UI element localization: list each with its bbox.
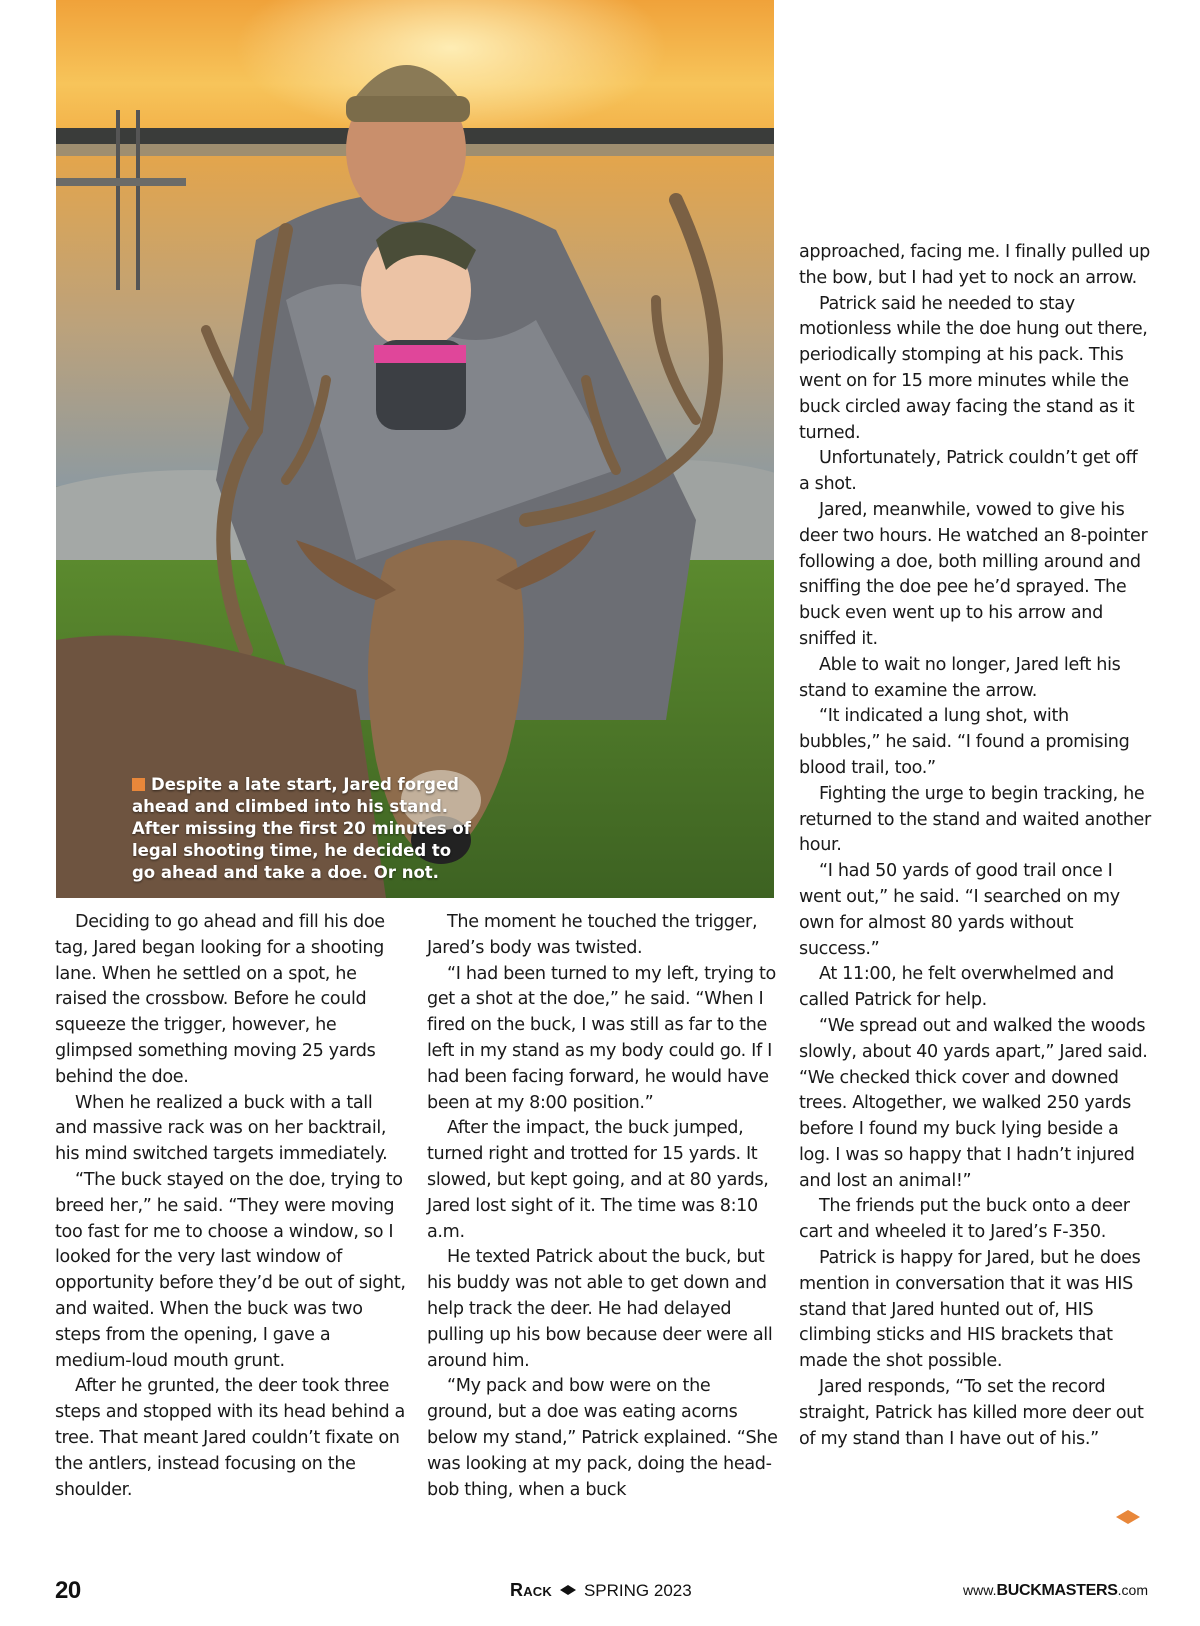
paragraph: Fighting the urge to begin tracking, he returned to the stand and waited another hour. (799, 783, 1151, 856)
article-column-1 (55, 910, 407, 1503)
paragraph: When he realized a buck with a tall and massive rack was on her backtrail, his mind switched targets immediately. (55, 1092, 388, 1165)
paragraph: After he grunted, the deer took three steps and stopped with its head behind a tree. That meant Jared couldn’t fixate on the antlers, instead focusing on the shoulder. (55, 1376, 405, 1500)
feature-photo (56, 0, 774, 898)
paragraph: He texted Patrick about the buck, but his buddy was not able to get down and help track the deer. He had delayed pulling up his bow because deer were all around him. (427, 1247, 773, 1371)
paragraph: At 11:00, he felt overwhelmed and called Patrick for help. (799, 964, 1114, 1011)
paragraph: Deciding to go ahead and fill his doe tag, Jared began looking for a shooting lane. When he settled on a spot, he raised the crossbow. Before he could squeeze the trigger, however, he glimpsed something moving 25 yards behind the doe. (55, 912, 385, 1087)
caption-bullet-icon (132, 778, 145, 791)
article-column-3 (799, 240, 1151, 1452)
paragraph: “The buck stayed on the doe, trying to breed her,” he said. “They were moving too fast for me to choose a window, so I looked for the very last window of opportunity before they’d be out of sight, and waited. When the buck was two steps from the opening, I gave a medium-loud mouth grunt. (55, 1169, 406, 1371)
paragraph-continued: approached, facing me. I finally pulled up the bow, but I had yet to nock an arrow. (799, 242, 1150, 288)
diamond-separator-icon (560, 1585, 576, 1595)
paragraph: “I had been turned to my left, trying to get a shot at the doe,” he said. “When I fired on the buck, I was still as far to the left in my stand as my body could go. If I had been facing forward, he would have been at my 8:00 position.” (427, 963, 776, 1113)
paragraph: After the impact, the buck jumped, turned right and trotted for 15 yards. It slowed, but kept going, and at 80 yards, Jared lost sight of it. The time was 8:10 a.m. (427, 1118, 769, 1242)
paragraph: Jared responds, “To set the record straight, Patrick has killed more deer out of my stand than I have out of his.” (799, 1377, 1144, 1449)
issue-date: SPRING 2023 (583, 1581, 692, 1600)
page-number: 20 (55, 1577, 81, 1604)
footer-issue (510, 1580, 692, 1601)
footer-website[interactable] (963, 1582, 1148, 1600)
site-brand: BUCKMASTERS (996, 1582, 1118, 1599)
paragraph: Able to wait no longer, Jared left his stand to examine the arrow. (799, 654, 1121, 701)
paragraph: “It indicated a lung shot, with bubbles,” he said. “I found a promising blood trail, too.” (799, 706, 1130, 778)
paragraph: Patrick is happy for Jared, but he does mention in conversation that it was HIS stand that Jared hunted out of, HIS climbing sticks and HIS brackets that made the shot possible. (799, 1248, 1141, 1372)
paragraph: Unfortunately, Patrick couldn’t get off a shot. (799, 448, 1138, 495)
site-prefix: www. (963, 1582, 997, 1598)
magazine-name: Rack (510, 1580, 552, 1600)
photo-caption-text: Despite a late start, Jared forged ahead and climbed into his stand. After missing the first 20 minutes of legal shooting time, he decided to go ahead and take a doe. Or not. (132, 775, 471, 882)
paragraph: Patrick said he needed to stay motionless while the doe hung out there, periodically stomping at his pack. This went on for 15 more minutes while the buck circled away facing the stand as it turned. (799, 293, 1148, 443)
paragraph: “My pack and bow were on the ground, but a doe was eating acorns below my stand,” Patrick explained. “She was looking at my pack, doing the head-bob thing, when a buck (427, 1376, 778, 1500)
paragraph: Jared, meanwhile, vowed to give his deer two hours. He watched an 8-pointer following a doe, both milling around and sniffing the doe pee he’d sprayed. The buck even went up to his arrow and sniffed it. (799, 499, 1148, 649)
paragraph: “We spread out and walked the woods slowly, about 40 yards apart,” Jared said. “We checked thick cover and downed trees. Altogether, we walked 250 yards before I found my buck lying beside a log. I was so happy that I hadn’t injured and lost an animal!” (799, 1015, 1148, 1191)
photo-illustration (56, 0, 774, 898)
photo-caption (132, 774, 472, 884)
end-mark-diamond-icon (1116, 1510, 1140, 1524)
paragraph: The friends put the buck onto a deer cart and wheeled it to Jared’s F-350. (799, 1196, 1130, 1243)
paragraph: The moment he touched the trigger, Jared’s body was twisted. (427, 912, 758, 958)
paragraph: “I had 50 yards of good trail once I went out,” he said. “I searched on my own for almost 80 yards without success.” (799, 861, 1120, 959)
site-suffix: .com (1117, 1582, 1148, 1598)
article-column-2 (427, 910, 779, 1503)
